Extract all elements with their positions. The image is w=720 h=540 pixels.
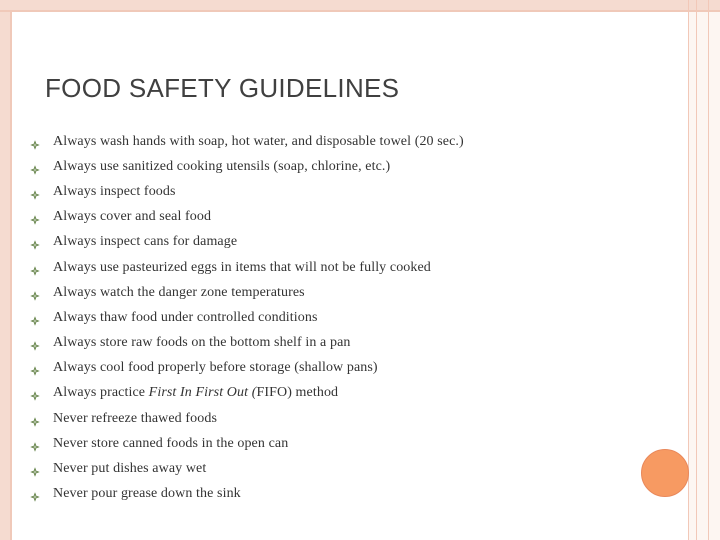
diamond-four-petal-icon xyxy=(30,212,40,222)
guideline-text: Always inspect cans for damage xyxy=(53,234,238,250)
guideline-text-prefix: Always practice xyxy=(53,385,149,401)
guideline-item xyxy=(30,331,464,356)
guideline-text-suffix: FIFO) method xyxy=(256,385,339,401)
diamond-four-petal-icon xyxy=(30,338,40,348)
diamond-four-petal-icon xyxy=(30,388,40,398)
guideline-item xyxy=(30,179,464,204)
guideline-text: Always inspect foods xyxy=(53,183,176,199)
guideline-text: Always store raw foods on the bottom shelf in a pan xyxy=(53,335,351,351)
guideline-item xyxy=(30,305,464,330)
accent-circle xyxy=(641,449,689,497)
guideline-list xyxy=(30,129,464,507)
left-border-line xyxy=(10,0,12,540)
guideline-text: Always wash hands with soap, hot water, and disposable towel (20 sec.) xyxy=(53,133,464,149)
diamond-four-petal-icon xyxy=(30,263,40,273)
slide-title: FOOD SAFETY GUIDELINES xyxy=(45,73,400,103)
diamond-four-petal-icon xyxy=(30,363,40,373)
left-border-strip xyxy=(0,0,10,540)
diamond-four-petal-icon xyxy=(30,237,40,247)
guideline-text: Always cool food properly before storage (shallow pans) xyxy=(53,360,378,376)
diamond-four-petal-icon xyxy=(30,414,40,424)
diamond-four-petal-icon xyxy=(30,489,40,499)
guideline-item xyxy=(30,482,464,507)
guideline-text-emphasis: First In First Out ( xyxy=(148,385,257,401)
guideline-item xyxy=(30,406,464,431)
guideline-item xyxy=(30,255,464,280)
guideline-text: Always use sanitized cooking utensils (soap, chlorine, etc.) xyxy=(53,158,391,174)
guideline-text xyxy=(53,385,338,401)
diamond-four-petal-icon xyxy=(30,439,40,449)
right-decor-line xyxy=(688,0,689,540)
guideline-item xyxy=(30,280,464,305)
guideline-item xyxy=(30,230,464,255)
guideline-item xyxy=(30,129,464,154)
guideline-text: Never put dishes away wet xyxy=(53,461,207,477)
diamond-four-petal-icon xyxy=(30,187,40,197)
right-decor-line xyxy=(696,0,697,540)
guideline-text: Never store canned foods in the open can xyxy=(53,435,289,451)
right-decor-panel xyxy=(688,12,720,540)
guideline-item xyxy=(30,154,464,179)
guideline-item xyxy=(30,431,464,456)
guideline-text: Always cover and seal food xyxy=(53,209,212,225)
guideline-text: Always thaw food under controlled conditions xyxy=(53,309,318,325)
guideline-text: Always watch the danger zone temperatures xyxy=(53,284,305,300)
guideline-item xyxy=(30,456,464,481)
guideline-item xyxy=(30,381,464,406)
top-border-strip xyxy=(0,0,720,10)
top-border-line xyxy=(0,10,720,12)
right-decor-line xyxy=(708,0,709,540)
guideline-text: Always use pasteurized eggs in items that will not be fully cooked xyxy=(53,259,431,275)
diamond-four-petal-icon xyxy=(30,162,40,172)
guideline-item xyxy=(30,356,464,381)
diamond-four-petal-icon xyxy=(30,313,40,323)
diamond-four-petal-icon xyxy=(30,137,40,147)
diamond-four-petal-icon xyxy=(30,464,40,474)
guideline-text: Never pour grease down the sink xyxy=(53,486,241,502)
diamond-four-petal-icon xyxy=(30,288,40,298)
guideline-item xyxy=(30,205,464,230)
guideline-text: Never refreeze thawed foods xyxy=(53,410,217,426)
